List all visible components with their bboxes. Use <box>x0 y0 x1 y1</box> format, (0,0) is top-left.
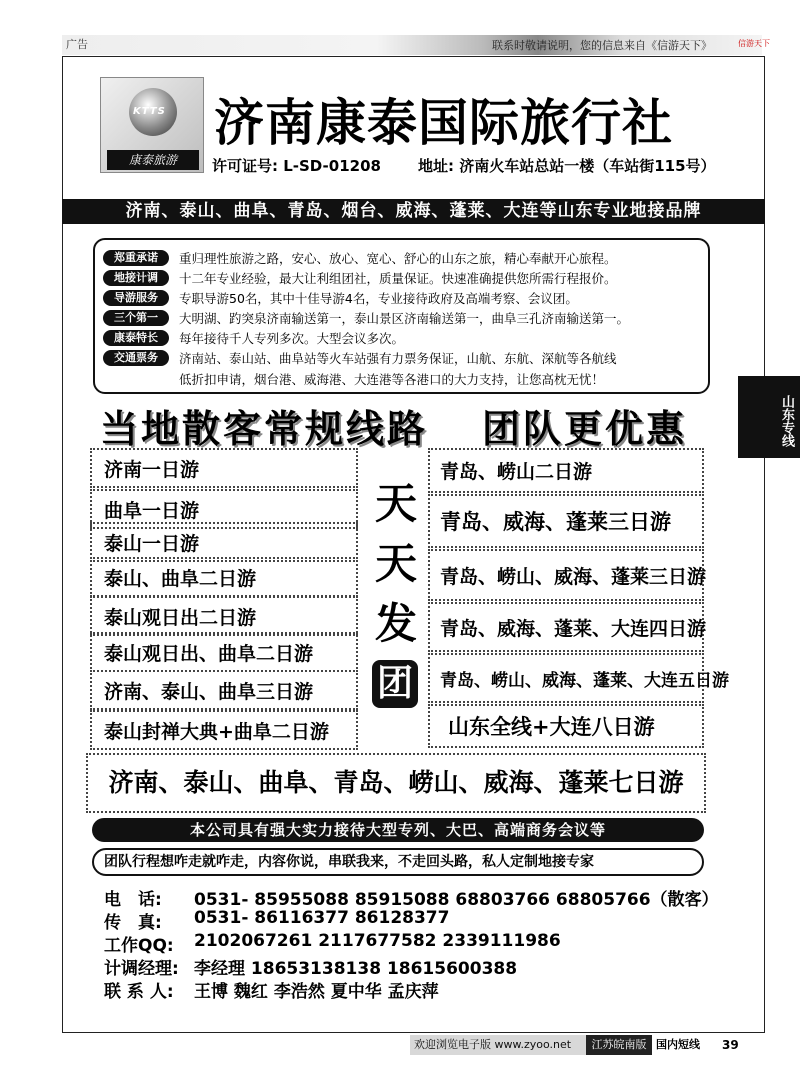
edition-badge: 江苏皖南版 <box>586 1035 652 1055</box>
company-logo <box>100 77 204 173</box>
contact-fax <box>104 908 449 933</box>
section-tab: 山东专线 <box>738 376 800 458</box>
page-number: 39 <box>722 1038 739 1052</box>
company-name: 济南康泰国际旅行社 <box>214 94 673 152</box>
feature-row <box>103 350 617 366</box>
route-item <box>90 448 358 488</box>
contact-value: 王博 魏红 李浩然 夏中华 孟庆萍 <box>194 982 439 1002</box>
feature-label: 交通票务 <box>103 350 169 366</box>
route-label: 泰山观日出二日游 <box>104 606 257 629</box>
logo-letters: KTTS <box>133 106 166 117</box>
daily-departure-banner <box>372 474 420 720</box>
headline-right: 团队更优惠 <box>482 407 688 451</box>
feature-label: 导游服务 <box>103 290 169 306</box>
route-item <box>428 653 729 703</box>
route-label: 泰山封禅大典+曲阜二日游 <box>104 720 329 743</box>
contact-phone <box>104 885 719 910</box>
contact-label: 传 真: <box>104 913 162 933</box>
feature-text: 大明湖、趵突泉济南输送第一，泰山景区济南输送第一，曲阜三孔济南输送第一。 <box>179 311 630 326</box>
banner-char: 团 <box>372 660 418 708</box>
feature-label: 地接计调 <box>103 270 169 286</box>
route-item <box>90 632 358 672</box>
route-label: 青岛、崂山、威海、蓬莱、大连五日游 <box>440 670 729 691</box>
banner-char: 天 <box>374 539 417 588</box>
feature-row <box>103 290 578 306</box>
contact-manager <box>104 954 517 979</box>
headline <box>100 398 688 453</box>
route-label: 济南一日游 <box>104 458 200 481</box>
route-label: 泰山观日出、曲阜二日游 <box>104 642 314 665</box>
license-number: 许可证号: L-SD-01208 <box>212 157 381 175</box>
contact-value: 0531- 85955088 85915088 68803766 68805766（散客） <box>194 890 719 910</box>
features-box <box>93 238 710 394</box>
feature-label: 康泰特长 <box>103 330 169 346</box>
feature-text: 专职导游50名，其中十佳导游4名，专业接待政府及高端考察、会议团。 <box>179 291 578 306</box>
feature-text: 每年接待千人专列多次。大型会议多次。 <box>179 331 405 346</box>
seven-day-route: 济南、泰山、曲阜、青岛、崂山、威海、蓬莱七日游 <box>86 753 706 813</box>
page-footer <box>410 1035 800 1055</box>
contact-value: 李经理 18653138138 18615600388 <box>194 959 518 979</box>
route-label: 济南、泰山、曲阜三日游 <box>104 680 314 703</box>
contact-value: 2102067261 2117677582 2339111986 <box>194 931 561 951</box>
headline-left: 当地散客常规线路 <box>100 407 429 451</box>
route-label: 泰山一日游 <box>104 532 200 555</box>
route-item <box>428 602 707 652</box>
route-label: 青岛、崂山二日游 <box>440 461 593 483</box>
feature-row <box>103 270 617 286</box>
contact-qq <box>104 931 561 956</box>
feature-row <box>103 330 404 346</box>
ad-tag: 广告 <box>66 38 88 51</box>
capability-banner: 本公司具有强大实力接待大型专列、大巴、高端商务会议等 <box>92 818 704 842</box>
route-item <box>428 549 707 601</box>
banner-char: 发 <box>374 599 417 648</box>
banner-char: 天 <box>374 479 417 528</box>
route-label: 青岛、威海、蓬莱、大连四日游 <box>440 617 707 640</box>
publication-logo: 信游天下 <box>738 39 770 48</box>
logo-caption: 康泰旅游 <box>107 150 199 170</box>
route-item <box>90 596 358 636</box>
route-item <box>90 670 358 710</box>
route-item <box>90 557 358 597</box>
source-notice: 联系时敬请说明，您的信息来自《信游天下》 <box>492 39 712 52</box>
route-item <box>90 710 358 750</box>
license-line <box>212 155 716 176</box>
route-item <box>428 704 704 748</box>
contact-persons <box>104 977 439 1002</box>
route-item <box>428 494 704 548</box>
contact-label: 电 话: <box>104 890 162 910</box>
feature-text: 重归理性旅游之路，安心、放心、宽心、舒心的山东之旅，精心奉献开心旅程。 <box>179 251 617 266</box>
feature-row <box>103 310 629 326</box>
feature-text: 济南站、泰山站、曲阜站等火车站强有力票务保证，山航、东航、深航等各航线 <box>179 351 617 366</box>
route-item <box>428 448 704 493</box>
website-link: 欢迎浏览电子版 www.zyoo.net <box>410 1035 586 1055</box>
contact-label: 计调经理: <box>104 959 179 979</box>
feature-row <box>103 250 617 266</box>
route-label: 山东全线+大连八日游 <box>448 715 655 739</box>
route-label: 青岛、威海、蓬莱三日游 <box>440 510 671 534</box>
feature-text: 十二年专业经验，最大让利组团社，质量保证。快速准确提供您所需行程报价。 <box>179 271 617 286</box>
contact-label: 工作QQ: <box>104 936 174 956</box>
section-name: 国内短线 <box>656 1038 700 1051</box>
feature-text-continued: 低折扣申请，烟台港、威海港、大连港等各港口的大力支持，让您高枕无忧！ <box>179 372 605 387</box>
brand-bar: 济南、泰山、曲阜、青岛、烟台、威海、蓬莱、大连等山东专业地接品牌 <box>62 199 765 224</box>
route-item <box>90 522 358 562</box>
slogan-banner: 团队行程想咋走就咋走，内容你说，串联我来，不走回头路，私人定制地接专家 <box>92 848 704 876</box>
company-address: 地址: 济南火车站总站一楼（车站街115号） <box>418 157 716 175</box>
feature-label: 郑重承诺 <box>103 250 169 266</box>
contact-label: 联 系 人: <box>104 982 174 1002</box>
contact-value: 0531- 86116377 86128377 <box>194 908 450 928</box>
feature-label: 三个第一 <box>103 310 169 326</box>
route-label: 曲阜一日游 <box>104 499 200 522</box>
route-label: 青岛、崂山、威海、蓬莱三日游 <box>440 565 707 588</box>
route-label: 泰山、曲阜二日游 <box>104 567 257 590</box>
